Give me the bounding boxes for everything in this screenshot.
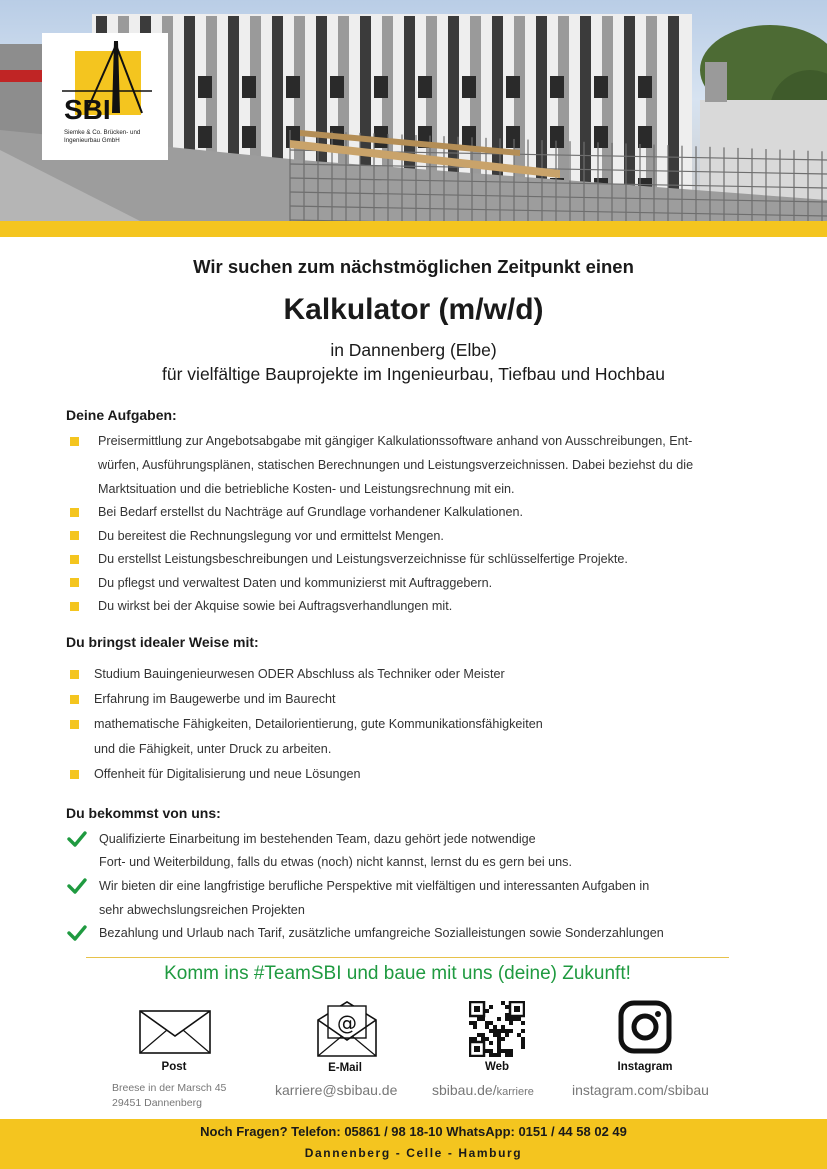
check-icon — [67, 831, 87, 847]
section-divider — [86, 957, 729, 958]
email-at-icon[interactable] — [316, 1000, 378, 1063]
web-link-suffix: karriere — [496, 1086, 534, 1098]
web-link[interactable] — [432, 1082, 534, 1098]
task-line: Preisermittlung zur Angebotsabgabe mit gängiger Kalkulationssoftware anhand von Ausschreibungen, Ent- — [98, 434, 693, 448]
slogan: Komm ins #TeamSBI und baue mit uns (deine) Zukunft! — [164, 963, 631, 984]
address-line2: 29451 Dannenberg — [112, 1097, 202, 1109]
task-line: Du pflegst und verwaltest Daten und kommunizierst mit Auftraggebern. — [98, 576, 493, 590]
benefit-line: sehr abwechslungsreichen Projekten — [99, 903, 305, 917]
task-line: Bei Bedarf erstellst du Nachträge auf Grundlage vorhandener Kalkulationen. — [98, 505, 523, 519]
task-line: Du wirkst bei der Akquise sowie bei Auftragsverhandlungen mit. — [98, 599, 453, 613]
footer-locations: Dannenberg - Celle - Hamburg — [304, 1146, 523, 1160]
task-line: Du erstellst Leistungsbeschreibungen und Leistungsverzeichnisse für schlüsselfertige Projekte. — [98, 552, 628, 566]
requirement-line: mathematische Fähigkeiten, Detailorientierung, gute Kommunikationsfähigkeiten — [94, 717, 543, 731]
yellow-band — [0, 221, 827, 237]
bullet-icon — [70, 508, 79, 517]
bullet-icon — [70, 602, 79, 611]
requirement-line: Studium Bauingenieurwesen ODER Abschluss als Techniker oder Meister — [94, 667, 505, 681]
requirement-line: Erfahrung im Baugewerbe und im Baurecht — [94, 692, 336, 706]
tasks-heading: Deine Aufgaben: — [66, 407, 177, 423]
requirements-heading: Du bringst idealer Weise mit: — [66, 634, 259, 650]
bullet-icon — [70, 770, 79, 779]
instagram-label: Instagram — [617, 1061, 673, 1073]
web-link-main: sbibau.de/ — [432, 1082, 497, 1098]
address-line1: Breese in der Marsch 45 — [112, 1082, 227, 1094]
benefit-line: Qualifizierte Einarbeitung im bestehenden Team, dazu gehört jede notwendige — [99, 832, 536, 846]
benefits-heading: Du bekommst von uns: — [66, 805, 221, 821]
job-projects: für vielfältige Bauprojekte im Ingenieurbau, Tiefbau und Hochbau — [162, 364, 665, 384]
check-icon — [67, 878, 87, 894]
svg-text:@: @ — [337, 1011, 357, 1035]
intro-line: Wir suchen zum nächstmöglichen Zeitpunkt einen — [193, 256, 634, 277]
instagram-icon[interactable] — [618, 1000, 672, 1059]
bullet-icon — [70, 670, 79, 679]
task-line: Du bereitest die Rechnungslegung vor und ermittelst Mengen. — [98, 529, 444, 543]
job-title: Kalkulator (m/w/d) — [283, 293, 544, 326]
email-link[interactable]: karriere@sbibau.de — [275, 1082, 398, 1098]
bullet-icon — [70, 578, 79, 587]
requirement-line: Offenheit für Digitalisierung und neue Lösungen — [94, 767, 361, 781]
bullet-icon — [70, 531, 79, 540]
check-icon — [67, 925, 87, 941]
job-location: in Dannenberg (Elbe) — [330, 340, 497, 360]
requirement-line: und die Fähigkeit, unter Druck zu arbeiten. — [94, 742, 332, 756]
benefit-line: Bezahlung und Urlaub nach Tarif, zusätzliche umfangreiche Sozialleistungen sowie Sonderzahlungen — [99, 926, 664, 940]
post-label: Post — [161, 1061, 187, 1073]
task-line: würfen, Ausführungsplänen, statischen Berechnungen und Leistungsverzeichnissen. Dabei beziehst du die — [98, 458, 694, 472]
web-label: Web — [484, 1061, 510, 1073]
bullet-icon — [70, 695, 79, 704]
envelope-icon — [139, 1010, 211, 1059]
footer-contact-line: Noch Fragen? Telefon: 05861 / 98 18-10 WhatsApp: 0151 / 44 58 02 49 — [200, 1124, 627, 1139]
task-line: Marktsituation und die betriebliche Kosten- und Leistungsrechnung mit ein. — [98, 482, 515, 496]
logo-subtitle: Siemke & Co. Brücken- und Ingenieurbau GmbH — [64, 129, 141, 144]
email-label: E-Mail — [328, 1062, 362, 1074]
bullet-icon — [70, 720, 79, 729]
bullet-icon — [70, 437, 79, 446]
logo-brand-text: SBI — [64, 94, 111, 125]
benefit-line: Fort- und Weiterbildung, falls du etwas (noch) nicht kannst, lernst du es gern bei uns. — [99, 855, 572, 869]
qr-code-icon[interactable] — [469, 1001, 525, 1062]
instagram-link[interactable]: instagram.com/sbibau — [572, 1082, 709, 1098]
benefit-line: Wir bieten dir eine langfristige berufliche Perspektive mit vielfältigen und interessanten Aufgaben in — [99, 879, 650, 893]
bullet-icon — [70, 555, 79, 564]
company-logo — [42, 33, 168, 160]
